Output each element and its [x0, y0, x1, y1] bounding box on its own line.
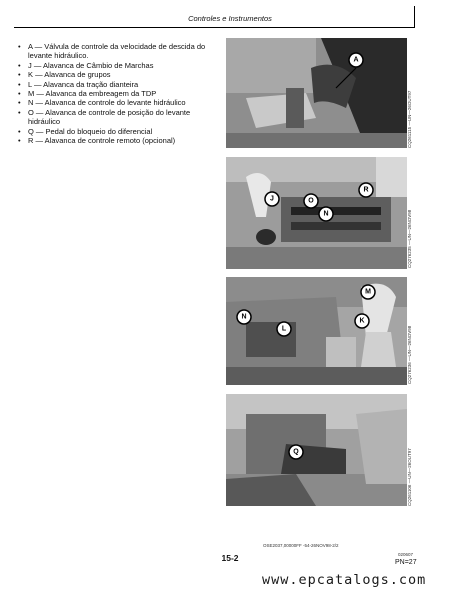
- svg-text:J: J: [270, 195, 274, 203]
- pn-label: PN=27: [395, 559, 417, 566]
- svg-text:N: N: [241, 313, 247, 321]
- photo-3-code: CQ276236 —UN—26NOV98: [407, 325, 412, 384]
- header-divider: [14, 27, 414, 28]
- callout-m: [361, 285, 375, 299]
- photo-hydraulic-valve: [226, 38, 407, 148]
- svg-text:O: O: [308, 197, 314, 205]
- svg-text:A: A: [353, 56, 359, 64]
- control-legend: [18, 42, 218, 145]
- photo-pto-levers: [226, 277, 407, 385]
- footer-reference-code: OSE2037,00000FF -54-26NOV98-2/2: [263, 543, 339, 548]
- photo-4-code: CQ261106 —UN—26OUT97: [407, 448, 412, 506]
- photo-1-code: CQ261115 —UN—26OUT97: [407, 90, 412, 148]
- svg-text:R: R: [363, 186, 369, 194]
- callout-n-2: [237, 310, 251, 324]
- watermark-link[interactable]: www.epcatalogs.com: [262, 572, 427, 588]
- callout-j: [265, 192, 279, 206]
- page-header-title: Controles e Instrumentos: [188, 14, 272, 23]
- legend-item-l: • L — Alavanca da tração dianteira: [18, 80, 218, 89]
- callout-o: [304, 194, 318, 208]
- legend-item-j: • J — Alavanca de Câmbio de Marchas: [18, 61, 218, 70]
- photo-2-code: CQ276235 —UN—26NOV98: [407, 209, 412, 268]
- callout-r: [359, 183, 373, 197]
- callout-n: [319, 207, 333, 221]
- svg-text:K: K: [359, 317, 365, 325]
- legend-item-k: • K — Alavanca de grupos: [18, 70, 218, 79]
- legend-item-a: • A — Válvula de controle da velocidade de descida do levante hidráulico.: [18, 42, 218, 61]
- svg-text:M: M: [365, 288, 371, 296]
- photo-differential-pedal: [226, 394, 407, 506]
- legend-item-q: • Q — Pedal do bloqueio do diferencial: [18, 127, 218, 136]
- legend-item-r: • R — Alavanca de controle remoto (opcional): [18, 136, 218, 145]
- callout-q: [289, 445, 303, 459]
- legend-item-n: • N — Alavanca de controle do levante hidráulico: [18, 98, 218, 107]
- svg-text:L: L: [281, 325, 287, 333]
- legend-item-m: • M — Alavanca da embreagem da TDP: [18, 89, 218, 98]
- svg-text:N: N: [323, 210, 329, 218]
- page-number: 15-2: [221, 553, 239, 563]
- callout-l: [277, 322, 291, 336]
- callout-a: [349, 53, 363, 67]
- callout-k: [355, 314, 369, 328]
- legend-item-o: • O — Alavanca de controle de posição do levante hidráulico: [18, 108, 218, 127]
- photo-gear-levers: [226, 157, 407, 269]
- svg-text:Q: Q: [293, 448, 299, 456]
- footer-date: 020607: [398, 552, 414, 557]
